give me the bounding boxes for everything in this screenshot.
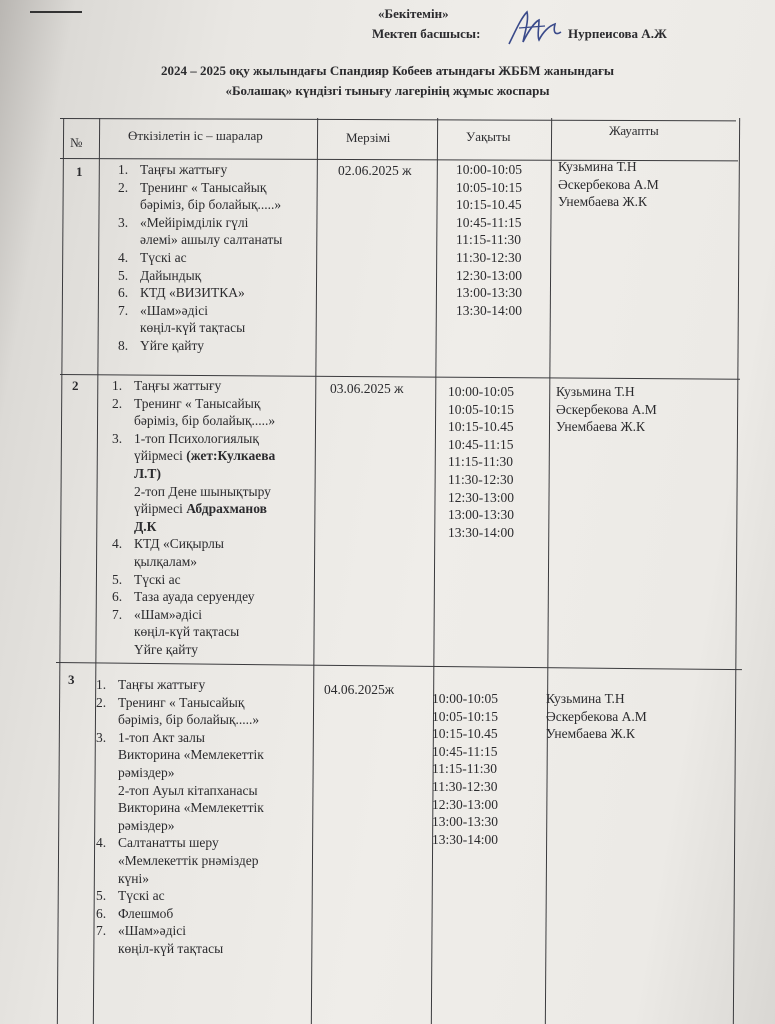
activity-number: 5. xyxy=(96,888,107,904)
time-slot: 10:05-10:15 xyxy=(448,401,514,417)
activity-text: қылқалам» xyxy=(134,553,198,569)
table-right-border xyxy=(733,118,740,1024)
responsible-person: Әскербекова А.М xyxy=(546,708,647,724)
activity-number: 1. xyxy=(112,378,123,393)
activity-line xyxy=(118,161,282,179)
responsible-person: Унембаева Ж.К xyxy=(558,194,648,210)
activity-text: үйірмесі xyxy=(134,448,187,464)
activity-number: 7. xyxy=(118,302,129,318)
activity-text: бәріміз, бір болайық.....» xyxy=(134,413,276,429)
activity-number: 2. xyxy=(96,694,107,710)
activity-text: «Шам»әдісі xyxy=(134,606,203,622)
activity-text: Үйге қайту xyxy=(140,337,204,353)
activity-line xyxy=(112,483,275,501)
time-slot: 11:15-11:30 xyxy=(448,454,513,470)
time-slot: 12:30-13:00 xyxy=(432,796,498,812)
header-responsible: Жауапты xyxy=(609,123,659,138)
activity-number: 5. xyxy=(112,571,123,587)
activity-number: 4. xyxy=(96,835,107,851)
activity-bold-text: Л.Т) xyxy=(134,465,161,481)
time-slot: 10:15-10.45 xyxy=(448,419,514,435)
row-3-number: 3 xyxy=(68,672,75,687)
activity-line xyxy=(118,284,282,302)
activity-text: Викторина «Мемлекеттік xyxy=(118,747,264,763)
activity-text: Тренинг « Танысайық xyxy=(118,694,245,710)
activity-line xyxy=(112,500,275,518)
time-slot: 13:00-13:30 xyxy=(432,814,498,830)
time-slot: 10:00-10:05 xyxy=(456,162,522,177)
activity-line xyxy=(96,711,264,729)
activity-text: күні» xyxy=(118,870,150,886)
activity-line xyxy=(112,588,275,606)
activity-text: Флешмоб xyxy=(118,905,174,921)
activity-text: рәміздер» xyxy=(118,817,175,833)
activity-text: Таңғы жаттығу xyxy=(140,162,228,177)
plan-title-line-2: «Болашақ» күндізгі тынығу лагерінің жұмыс жоспары xyxy=(225,83,550,98)
row-3-times xyxy=(432,690,498,848)
time-slot: 11:15-11:30 xyxy=(432,761,497,777)
activity-text: «Шам»әдісі xyxy=(140,302,209,318)
activity-number: 2. xyxy=(112,395,123,411)
table-left-border xyxy=(57,118,64,1024)
time-slot: 10:15-10.45 xyxy=(456,197,522,213)
activity-line xyxy=(112,571,275,589)
row-1-date: 02.06.2025 ж xyxy=(338,163,412,178)
activity-text: Тренинг « Танысайық xyxy=(140,179,267,195)
activity-number: 7. xyxy=(96,923,107,939)
col-date-border xyxy=(431,118,438,1024)
responsible-person: Кузьмина Т.Н xyxy=(558,159,637,174)
activity-text: Үйге қайту xyxy=(134,641,198,657)
header-activities: Өткізілетін іс – шаралар xyxy=(128,128,263,143)
activity-text: КТД «Сиқырлы xyxy=(134,536,224,552)
activity-number: 5. xyxy=(118,267,129,283)
activity-line xyxy=(96,834,264,852)
activity-line xyxy=(112,377,275,395)
activity-text: рәміздер» xyxy=(118,764,175,780)
activity-number: 6. xyxy=(96,905,107,921)
activity-number: 8. xyxy=(118,337,129,353)
row-2-times xyxy=(448,383,514,541)
row-2-responsible xyxy=(556,383,657,436)
row-3-activities xyxy=(96,676,264,958)
director-name: Нурпеисова А.Ж xyxy=(568,26,667,41)
activity-number: 7. xyxy=(112,606,123,622)
responsible-person: Унембаева Ж.К xyxy=(556,419,646,435)
time-slot: 11:15-11:30 xyxy=(456,232,521,248)
activity-line xyxy=(96,799,264,817)
activity-line xyxy=(112,553,275,571)
activity-text: Түскі ас xyxy=(140,249,187,265)
header-no: № xyxy=(70,135,83,150)
activity-line xyxy=(118,319,282,337)
col-time-border xyxy=(545,118,552,1024)
activity-text: Таңғы жаттығу xyxy=(118,677,206,692)
header-date: Мерзімі xyxy=(346,130,391,145)
activity-line xyxy=(112,535,275,553)
plan-title-line-1: 2024 – 2025 оқу жылындағы Спандияр Кобеев атындағы ЖББМ жанындағы xyxy=(160,63,615,78)
activity-text: 2-топ Ауыл кітапханасы xyxy=(118,782,258,798)
activity-line xyxy=(112,518,275,536)
activity-number: 4. xyxy=(112,536,123,552)
activity-line xyxy=(112,412,275,430)
time-slot: 10:45-11:15 xyxy=(448,436,514,452)
activity-line xyxy=(96,922,264,940)
time-slot: 10:05-10:15 xyxy=(432,708,498,724)
row-2-date: 03.06.2025 ж xyxy=(330,381,404,396)
row-2-activities xyxy=(112,377,275,659)
activity-text: көңіл-күй тақтасы xyxy=(118,940,224,956)
activity-line xyxy=(118,249,282,267)
time-slot: 11:30-12:30 xyxy=(448,471,514,487)
activity-line xyxy=(96,940,264,958)
activity-number: 2. xyxy=(118,179,129,195)
activity-text: «Шам»әдісі xyxy=(118,923,187,939)
time-slot: 13:00-13:30 xyxy=(456,285,522,301)
activity-text: «Мейірімділік гүлі xyxy=(140,214,249,230)
activity-number: 6. xyxy=(118,285,129,301)
table-top-border xyxy=(60,118,736,121)
time-slot: 10:45-11:15 xyxy=(456,214,522,230)
activity-text: КТД «ВИЗИТКА» xyxy=(140,285,245,301)
activity-text: Түскі ас xyxy=(118,888,165,904)
responsible-person: Унембаева Ж.К xyxy=(546,726,636,742)
time-slot: 13:00-13:30 xyxy=(448,507,514,523)
activity-line xyxy=(96,817,264,835)
activity-number: 3. xyxy=(118,214,129,230)
row-1-activities xyxy=(118,161,282,355)
activity-text: бәріміз, бір болайық.....» xyxy=(118,712,260,728)
activity-text: көңіл-күй тақтасы xyxy=(134,624,240,640)
activity-number: 1. xyxy=(96,677,107,692)
activity-line xyxy=(118,196,282,214)
time-slot: 13:30-14:00 xyxy=(448,524,514,540)
activity-line xyxy=(96,782,264,800)
activity-line xyxy=(112,623,275,641)
activity-line xyxy=(112,465,275,483)
col-activities-border xyxy=(311,118,318,1024)
header-time: Уақыты xyxy=(466,129,511,144)
time-slot: 12:30-13:00 xyxy=(456,267,522,283)
time-slot: 13:30-14:00 xyxy=(432,831,498,847)
responsible-person: Әскербекова А.М xyxy=(558,176,659,192)
activity-text: үйірмесі xyxy=(134,501,187,517)
time-slot: 10:05-10:15 xyxy=(456,179,522,195)
row-3-date: 04.06.2025ж xyxy=(324,682,395,697)
activity-line xyxy=(96,746,264,764)
activity-text: Түскі ас xyxy=(134,571,181,587)
activity-text: 1-топ Психологиялық xyxy=(134,430,259,446)
row-3-responsible xyxy=(546,690,647,743)
activity-number: 6. xyxy=(112,589,123,605)
activity-number: 1. xyxy=(118,162,129,177)
approval-label: «Бекітемін» xyxy=(378,6,449,21)
row-2-number: 2 xyxy=(72,378,79,393)
time-slot: 10:00-10:05 xyxy=(448,384,514,399)
activity-line xyxy=(96,764,264,782)
activity-line xyxy=(96,887,264,905)
time-slot: 12:30-13:00 xyxy=(448,489,514,505)
activity-bold-text: (жет:Кулкаева xyxy=(186,448,276,464)
activity-number: 3. xyxy=(112,430,123,446)
activity-text: Таза ауада серуендеу xyxy=(134,589,255,605)
activity-line xyxy=(96,694,264,712)
time-slot: 10:15-10.45 xyxy=(432,726,498,742)
activity-line xyxy=(112,395,275,413)
responsible-person: Кузьмина Т.Н xyxy=(556,384,635,399)
row-1-times xyxy=(456,161,522,319)
activity-line xyxy=(112,606,275,624)
activity-line xyxy=(96,905,264,923)
activity-line xyxy=(96,676,264,694)
time-slot: 10:00-10:05 xyxy=(432,691,498,706)
time-slot: 11:30-12:30 xyxy=(456,249,522,265)
activity-text: көңіл-күй тақтасы xyxy=(140,320,246,336)
director-label: Мектеп басшысы: xyxy=(372,26,481,41)
activity-line xyxy=(112,447,275,465)
time-slot: 10:45-11:15 xyxy=(432,743,498,759)
activity-text: 1-топ Акт залы xyxy=(118,729,205,745)
row-2-bottom-border xyxy=(56,662,742,670)
activity-line xyxy=(118,267,282,285)
activity-line xyxy=(112,430,275,448)
time-slot: 11:30-12:30 xyxy=(432,778,498,794)
responsible-person: Әскербекова А.М xyxy=(556,401,657,417)
row-1-number: 1 xyxy=(76,164,83,179)
activity-line xyxy=(96,852,264,870)
activity-text: «Мемлекеттік рнәміздер xyxy=(118,852,259,868)
activity-text: Викторина «Мемлекеттік xyxy=(118,800,264,816)
activity-text: Салтанатты шеру xyxy=(118,835,219,851)
activity-line xyxy=(118,179,282,197)
activity-line xyxy=(96,870,264,888)
activity-text: Тренинг « Танысайық xyxy=(134,395,261,411)
activity-number: 4. xyxy=(118,249,129,265)
responsible-person: Кузьмина Т.Н xyxy=(546,691,625,706)
activity-line xyxy=(118,302,282,320)
activity-text: Таңғы жаттығу xyxy=(134,378,222,393)
activity-bold-text: Абдрахманов xyxy=(186,501,267,517)
activity-line xyxy=(118,337,282,355)
activity-bold-text: Д.К xyxy=(134,518,157,534)
activity-line xyxy=(118,214,282,232)
activity-text: 2-топ Дене шынықтыру xyxy=(134,483,271,499)
activity-line xyxy=(112,641,275,659)
activity-text: бәріміз, бір болайық.....» xyxy=(140,197,282,213)
activity-number: 3. xyxy=(96,729,107,745)
time-slot: 13:30-14:00 xyxy=(456,302,522,318)
activity-line xyxy=(96,729,264,747)
activity-text: әлемі» ашылу салтанаты xyxy=(140,232,283,248)
row-1-responsible xyxy=(558,158,659,211)
activity-line xyxy=(118,231,282,249)
activity-text: Дайындық xyxy=(140,267,202,283)
